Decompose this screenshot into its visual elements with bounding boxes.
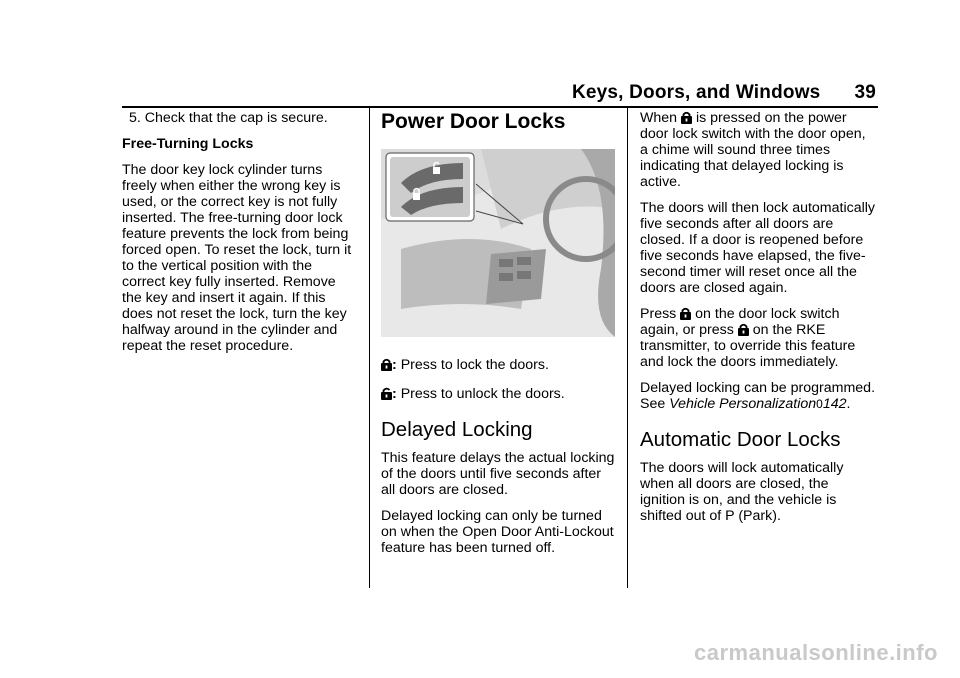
col3-p3-a: Press <box>640 306 677 322</box>
lock-icon <box>381 358 392 371</box>
column-1 <box>122 110 358 364</box>
power-door-locks-heading: Power Door Locks <box>381 110 566 133</box>
column-divider-1 <box>369 108 370 588</box>
watermark: carmanualsonline.info <box>694 640 938 665</box>
lock-legend-colon: : <box>392 357 397 373</box>
column-3 <box>640 110 876 534</box>
col3-p1-start: When <box>640 110 678 126</box>
col3-p1 <box>640 110 876 190</box>
door-lock-switch-illustration <box>381 149 615 337</box>
column-2 <box>381 110 617 134</box>
header-rule <box>122 106 878 108</box>
lock-icon <box>680 307 691 320</box>
vehicle-personalization-link[interactable]: Vehicle Personalization <box>669 396 817 412</box>
section-title: Keys, Doors, and Windows <box>571 82 821 103</box>
unlock-legend-colon: : <box>392 386 397 402</box>
automatic-door-locks-heading: Automatic Door Locks <box>640 428 841 451</box>
delayed-locking-p2: Delayed locking can only be turned on when the Open Door Anti-Lockout feature has been turned off. <box>381 508 614 556</box>
col3-p4 <box>640 380 876 412</box>
page-ref-number[interactable]: 142 <box>822 396 847 412</box>
col3-p1-end: is pressed on the power door lock switch with the door open, a chime will sound three times indicating that delayed locking is active. <box>640 110 866 190</box>
col3-p4-end: . <box>846 396 851 412</box>
unlock-legend-text: Press to unlock the doors. <box>400 386 565 402</box>
col3-p3-c: on the RKE transmitter, to override this feature and lock the doors immediately. <box>640 322 856 370</box>
step-5: 5. Check that the cap is secure. <box>129 110 328 126</box>
lock-legend <box>381 357 617 373</box>
col3-p2: The doors will then lock automatically five seconds after all doors are closed. If a door is reopened before five seconds have elapsed, the five-second timer will reset once all the doors are closed again. <box>640 200 875 296</box>
col3-p4-a: Delayed locking can be programmed. See <box>640 380 876 412</box>
delayed-locking-p1: This feature delays the actual locking of the doors until five seconds after all doors are closed. <box>381 450 615 498</box>
col3-p3 <box>640 306 876 370</box>
automatic-door-locks-body: The doors will lock automatically when all doors are closed, the ignition is on, and the vehicle is shifted out of P (Park). <box>640 460 844 524</box>
lock-icon <box>681 111 692 124</box>
delayed-locking-heading: Delayed Locking <box>381 418 533 441</box>
unlock-icon <box>381 387 392 400</box>
lock-icon <box>738 323 749 336</box>
lock-legend-text: Press to lock the doors. <box>400 357 549 373</box>
unlock-legend <box>381 386 617 402</box>
col3-p3-b: on the door lock switch again, or press <box>640 306 840 338</box>
free-turning-heading: Free-Turning Locks <box>122 136 254 152</box>
column-2-lower <box>381 357 617 566</box>
page-ref-arrow-icon: 0 <box>816 397 823 411</box>
running-header <box>572 82 876 104</box>
free-turning-body: The door key lock cylinder turns freely when either the wrong key is used, or the correct key is not fully inserted. The free-turning door lock feature prevents the lock from being forced open. To reset the lock, turn it to the vertical position with the correct key fully inserted. Remove the key and insert it again. If this does not reset the lock, turn the key halfway around in the cylinder and repeat the reset procedure. <box>122 162 352 354</box>
page-number: 39 <box>854 82 876 103</box>
column-divider-2 <box>627 108 628 588</box>
